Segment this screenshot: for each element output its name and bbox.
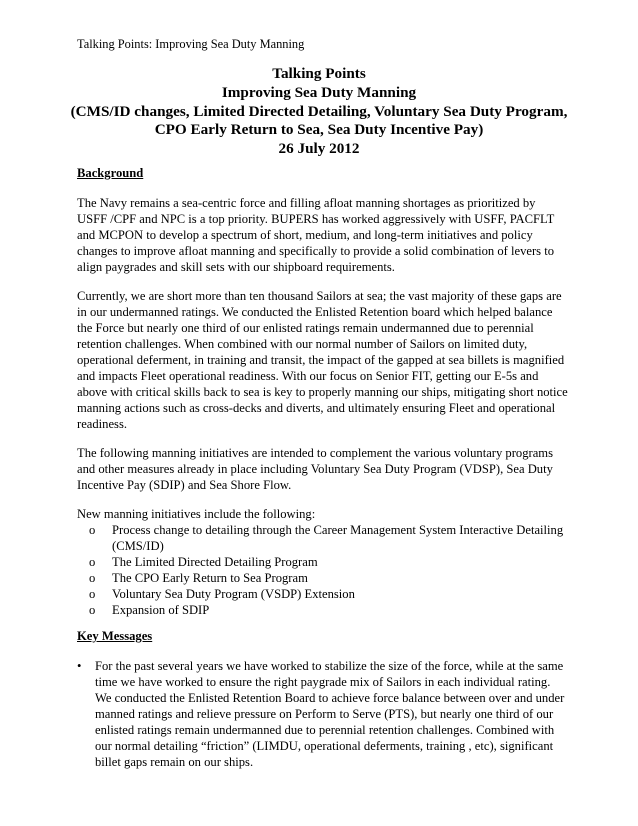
document-body (77, 165, 568, 770)
text-line: Expansion of SDIP (112, 603, 210, 617)
title-line-3: (CMS/ID changes, Limited Directed Detailing, Voluntary Sea Duty Program, (70, 102, 568, 120)
text-line: above with critical skills back to sea is key to properly manning our ships, mitigating short notice (77, 385, 568, 399)
title-line-2: Improving Sea Duty Manning (221, 83, 417, 101)
list-item (77, 658, 565, 770)
initiatives-list (77, 522, 565, 618)
text-line: and impacts Fleet operational readiness. With our focus on Senior FIT, getting our E-5s and (77, 369, 539, 383)
title-line-1: Talking Points (272, 65, 366, 82)
background-paragraph-2 (77, 288, 568, 432)
text-line: New manning initiatives include the following: (77, 507, 316, 521)
list-item (77, 586, 565, 602)
list-item (77, 522, 565, 554)
text-line: and other measures already in place including Voluntary Sea Duty Program (VDSP), Sea Duty (77, 462, 553, 476)
text-line: enlisted ratings remain undermanned due to perennial retention challenges. Combined with (95, 723, 555, 737)
text-line: manned ratings and relieve pressure on Perform to Serve (PTS), but nearly one third of our (95, 707, 554, 721)
list-item (77, 570, 565, 586)
text-line: The Navy remains a sea-centric force and filling afloat manning shortages as prioritized by (77, 196, 536, 210)
background-paragraph-1 (77, 195, 565, 275)
text-line: Voluntary Sea Duty Program (VSDP) Extension (112, 587, 355, 601)
text-line: Process change to detailing through the Career Management System Interactive Detailing (112, 523, 564, 537)
list-item (77, 554, 565, 570)
text-line: align paygrades and skill sets with our shipboard requirements. (77, 260, 395, 274)
text-line: the Force but nearly one third of our enlisted ratings remain undermanned due to perennial (77, 321, 534, 335)
hollow-bullet-icon: o (89, 603, 96, 617)
initiatives-intro (77, 506, 565, 522)
text-line: For the past several years we have worked to stabilize the size of the force, while at the same (95, 659, 564, 673)
title-line-4: CPO Early Return to Sea, Sea Duty Incentive Pay) (154, 121, 484, 139)
text-line: time we have worked to ensure the right paygrade mix of Sailors in each individual rating. (95, 675, 551, 689)
hollow-bullet-icon: o (89, 555, 96, 569)
text-line: retention challenges. When combined with our normal number of Sailors on limited duty, (77, 337, 528, 351)
text-line: The following manning initiatives are intended to complement the various voluntary programs (77, 446, 553, 460)
list-item (77, 602, 565, 618)
text-line: readiness. (77, 417, 128, 431)
title-block (40, 65, 598, 159)
text-line: and MCPON to develop a spectrum of short, medium, and long-term initiatives and policy (77, 228, 533, 242)
text-line: changes to improve afloat manning and specifically to provide a solid combination of levers to (77, 244, 555, 258)
hollow-bullet-icon: o (89, 523, 96, 537)
title-date: 26 July 2012 (278, 140, 360, 158)
text-line: (CMS/ID) (112, 539, 164, 553)
text-line: in our undermanned ratings. We conducted the Enlisted Retention board which helped balance (77, 305, 553, 319)
text-line: manning actions such as cross-decks and diverts, and ultimately ensuring Fleet and operational (77, 401, 556, 415)
text-line: The Limited Directed Detailing Program (112, 555, 318, 569)
text-line: Incentive Pay (SDIP) and Sea Shore Flow. (77, 478, 292, 492)
bullet-icon: • (77, 659, 82, 673)
text-line: USFF /CPF and NPC is a top priority. BUPERS has worked aggressively with USFF, PACFLT (77, 212, 555, 226)
background-heading: Background (77, 166, 144, 180)
background-paragraph-3 (77, 445, 565, 493)
hollow-bullet-icon: o (89, 587, 96, 601)
text-line: our normal detailing “friction” (LIMDU, operational deferments, training , etc), significant (95, 739, 554, 753)
text-line: We conducted the Enlisted Retention Board to achieve force balance between over and under (95, 691, 565, 705)
hollow-bullet-icon: o (89, 571, 96, 585)
running-header: Talking Points: Improving Sea Duty Manning (77, 37, 305, 51)
text-line: billet gaps remain on our ships. (95, 755, 254, 769)
key-messages-list (77, 658, 565, 770)
key-messages-heading: Key Messages (77, 629, 153, 643)
text-line: Currently, we are short more than ten thousand Sailors at sea; the vast majority of these gaps are (77, 289, 562, 303)
text-line: operational deferment, in training and transit, the impact of the gapped at sea billets is magnified (77, 353, 565, 367)
text-line: The CPO Early Return to Sea Program (112, 571, 308, 585)
